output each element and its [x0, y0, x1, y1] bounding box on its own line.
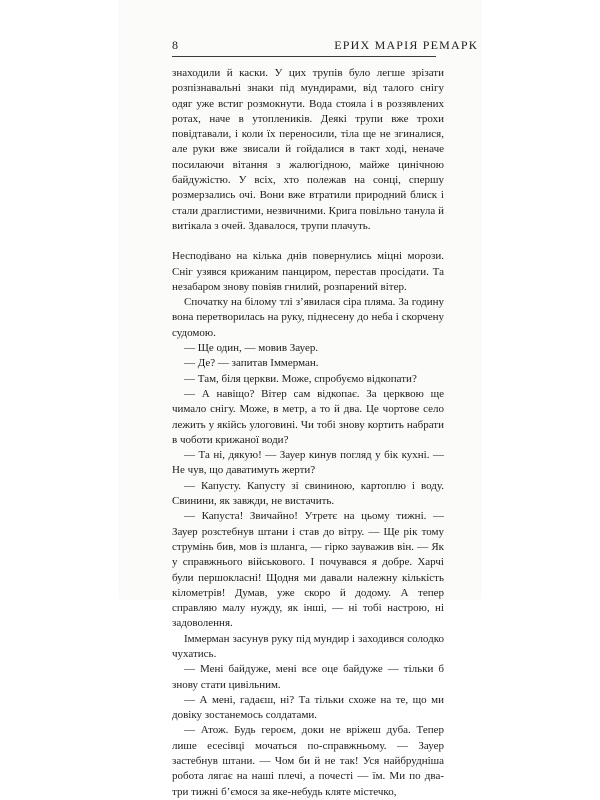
dialogue-line: — А навіщо? Вітер сам відкопає. За церквою ще чимало снігу. Може, в метр, а то й два. Це чортове село лежить у якійсь улоговині. Чи тобі знову кортить набрати в чоботи крижаної води?	[172, 387, 444, 446]
dialogue-line: — Ще один, — мовив Зауер.	[184, 342, 319, 355]
header-rule	[172, 56, 436, 57]
paragraph: Спочатку на білому тлі з’явилася сіра пляма. За годину вона перетворилась на руку, піднесену до неба і скорчену судомою.	[172, 296, 444, 339]
page-number: 8	[172, 38, 178, 52]
running-head-author: ЕРИХ МАРІЯ РЕМАРК	[334, 38, 478, 52]
dialogue-line: — А мені, гадаєш, ні? Та тільки схоже на те, що ми довіку зостанемось солдатами.	[172, 693, 444, 722]
dialogue-line: — Атож. Будь героєм, доки не вріжеш дуба. Тепер лише есесівці мочаться по-справжньому. — Зауер застебнув штани. — Чом би й не так! Уся найбрудніша робота лягає на наші плечі, а почесті — їм. Ми по два-три тижні б’ємося за яке-небудь кляте містечко,	[172, 724, 444, 798]
paragraph: Іммерман засунув руку під мундир і заходився солодко чухатись.	[172, 632, 444, 660]
dialogue-line: — Мені байдуже, мені все оце байдуже — тільки б знову стати цивільним.	[172, 663, 444, 691]
page-header	[172, 38, 478, 54]
paragraph-continued: знаходили й каски. У цих трупів було легше зрізати розпізнавальні знаки під мундирами, від талого снігу одяг уже встиг розмокнути. Вода стояла і в роззявлених ротах, наче в утоплеників. Деякі трупи вже трохи повідтавали, і коли їх переносили, тіла ще не згиналися, але руки вже звисали й гойдалися в такт ході, неначе посилаючи вітання з жалюгідною, майже цинічною байдужістю. У всіх, хто полежав на сонці, спершу розмерзались очі. Вони вже втратили природний блиск і стали драглистими, незвичними. Крига повільно танула й витікала з очей. Здавалося, трупи плачуть.	[172, 67, 444, 232]
dialogue-line: — Та ні, дякую! — Зауер кинув погляд у бік кухні. — Не чув, що даватимуть жерти?	[172, 449, 444, 477]
dialogue-line: — Де? — запитав Іммерман.	[184, 357, 319, 370]
body-text	[172, 66, 444, 800]
dialogue-line: — Капусту. Капусту зі свининою, картоплю і воду. Свинини, як завжди, не вистачить.	[172, 479, 444, 508]
paragraph: Несподівано на кілька днів повернулись міцні морози. Сніг узявся крижаним панциром, перестав просідати. Та незабаром знову повіяв гнилий, розпарений вітер.	[172, 250, 444, 293]
section-break	[172, 234, 444, 249]
dialogue-line: — Там, біля церкви. Може, спробуємо відкопати?	[184, 372, 417, 385]
dialogue-line: — Капуста! Звичайно! Утретє на цьому тижні. — Зауер розстебнув штани і став до вітру. — Ще рік тому струмінь бив, мов із шланга, — гірко зауважив він. — Як у справжнього військового. І почувався я добре. Харчі були першокласні! Щодня ми давали належну кількість кілометрів! Думав, уже скоро й додому. А тепер справляю малу нужду, як інші, — ні тобі настрою, ні задоволення.	[172, 510, 444, 630]
